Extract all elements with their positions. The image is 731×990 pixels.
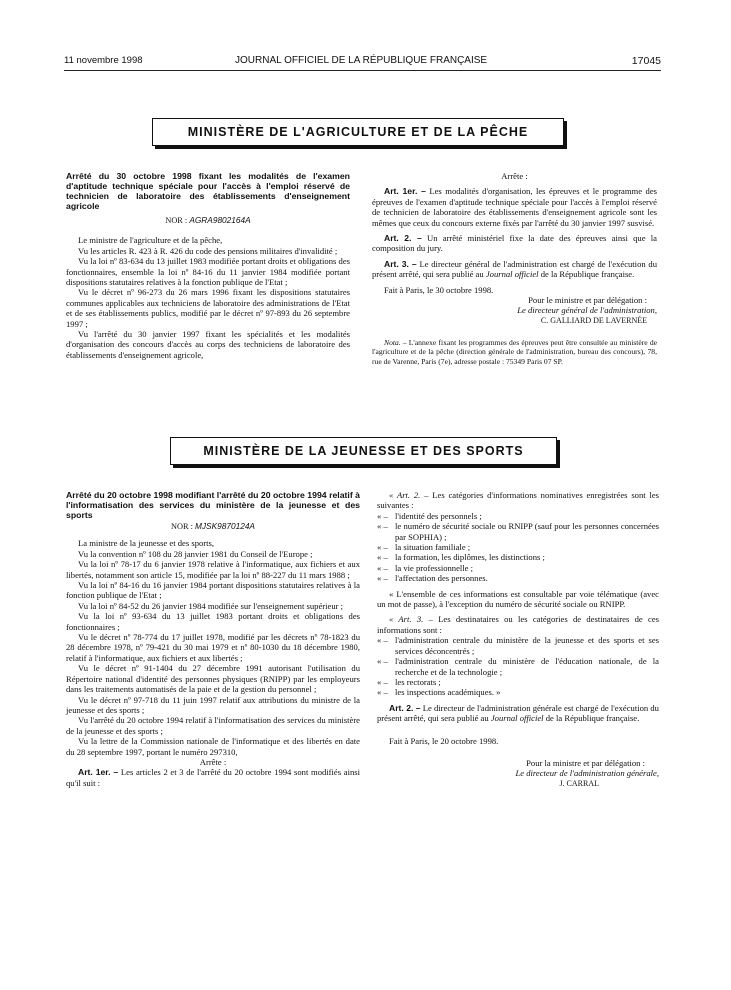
section1-left-column (66, 171, 350, 360)
visa-paragraph: Vu la lettre de la Commission nationale de l'informatique et des libertés en date du 28 septembre 1997, portant le numéro 297310, (66, 736, 360, 757)
journal-title: JOURNAL OFFICIEL DE LA RÉPUBLIQUE FRANÇAISE (235, 55, 488, 66)
article-2 (377, 703, 659, 724)
article-1 (372, 186, 657, 228)
article-label: Art. 2. – (384, 233, 422, 244)
list-item (377, 563, 659, 573)
article-text: Le directeur de l'administration générale est chargé de l'exécution du présent arrêté, qui sera publié au (377, 702, 659, 724)
list-marker: « – (377, 635, 388, 646)
page-number: 17045 (631, 55, 661, 67)
list-item-text: l'administration centrale du ministère de l'éducation nationale, de la recherche et de la technologie ; (395, 656, 659, 677)
article-text-end: de la République française. (545, 713, 640, 724)
visa-paragraph: La ministre de la jeunesse et des sports, (78, 538, 215, 549)
list-item (377, 687, 659, 697)
visa-paragraph: Vu la loi nº 84-16 du 16 janvier 1984 portant dispositions statutaires relatives à la fonction publique de l'Etat ; (66, 580, 360, 601)
page-date: 11 novembre 1998 (64, 55, 143, 66)
section1-right-column (372, 171, 657, 366)
nor-reference (66, 215, 350, 226)
list-item-text: la vie professionnelle ; (395, 562, 474, 573)
list-marker: « – (377, 573, 388, 584)
list-item (377, 573, 659, 583)
visa-paragraph: Vu la loi nº 84-52 du 26 janvier 1984 modifiée sur l'enseignement supérieur ; (78, 600, 344, 611)
list-item-text: l'identité des personnels ; (395, 510, 482, 521)
visas (66, 538, 360, 757)
article-2 (372, 233, 657, 254)
signatory-title: Le directeur de l'administration générale, (515, 768, 659, 779)
section2-right-column (377, 490, 659, 789)
list-item-text: la formation, les diplômes, les distinctions ; (395, 552, 545, 563)
visa-paragraph: Vu le décret nº 91-1404 du 27 décembre 1991 autorisant l'utilisation du Répertoire national d'identité des personnes physiques (RNIPP) par les employeurs dans les traitements automatisés de la paie et de la gestion du personnel ; (66, 663, 360, 695)
signatory-name: J. CARRAL (559, 778, 599, 788)
list-item (377, 677, 659, 687)
article-text: Les catégories d'informations nominatives enregistrées sont les suivantes : (377, 490, 659, 511)
article-text: Un arrêté ministériel fixe la date des épreuves ainsi que la composition du jury. (372, 233, 657, 254)
information-categories-list (377, 511, 659, 584)
fait-a-paris: Fait à Paris, le 30 octobre 1998. (384, 284, 494, 295)
list-marker: « – (377, 542, 388, 553)
article-3 (372, 259, 657, 280)
journal-officiel: Journal officiel (490, 713, 544, 724)
nota-text: L'annexe fixant les programmes des épreuves peut être consultée au ministère de l'agriculture et de la pêche (direction générale de l'administration, bureau des concours), 78, rue de Varenne, Paris (7e), adresse postale : 75349 Paris 07 SP. (372, 338, 657, 366)
visa-paragraph: Vu la loi nº 93-634 du 13 juillet 1983 portant droits et obligations des fonctionnaires ; (66, 611, 360, 632)
article-label: Art. 2. – (389, 702, 421, 713)
list-item-text: la situation familiale ; (395, 542, 471, 553)
list-marker: « – (377, 562, 388, 573)
list-item (377, 521, 659, 542)
nor-code: AGRA9802164A (189, 215, 251, 225)
fait-a-paris: Fait à Paris, le 20 octobre 1998. (389, 735, 499, 746)
article-text: Le directeur général de l'administration est chargé de l'exécution du présent arrêté, qui sera publié au (372, 258, 657, 280)
ministry-banner-jeunesse-sports: MINISTÈRE DE LA JEUNESSE ET DES SPORTS (170, 437, 557, 465)
article-text: Les modalités d'organisation, les épreuves et le programme des épreuves de l'examen d'aptitude technique spéciale pour l'accès à l'emploi réservé de technicien de laboratoire des établissements d'enseignement agricole sont les mêmes que ceux du concours externe fixés par l'arrêté du 30 janvier 1997 susvisé. (372, 186, 657, 228)
visa-paragraph: Vu la convention nº 108 du 28 janvier 1981 du Conseil de l'Europe ; (78, 548, 313, 559)
visa-paragraph: Vu les articles R. 423 à R. 426 du code des pensions militaires d'invalidité ; (78, 245, 338, 256)
article-3-quoted (377, 614, 659, 635)
signature-line-2 (377, 768, 659, 778)
list-item-text: l'affectation des personnes. (395, 573, 488, 584)
arrete-heading: Arrête : (199, 756, 227, 767)
decree-title: Arrêté du 20 octobre 1998 modifiant l'arrêté du 20 octobre 1994 relatif à l'informatisation des services du ministère de la jeunesse et des sports (66, 490, 360, 520)
signature-line-1: Pour le ministre et par délégation : (528, 295, 647, 306)
visa-paragraph: Vu l'arrêté du 30 janvier 1997 fixant les spécialités et les modalités d'organisation des concours d'accès au corps des techniciens de laboratoire des établissements d'enseignement agricole, (66, 329, 350, 360)
nor-label: NOR : (165, 216, 188, 225)
visa-paragraph: Vu le décret nº 97-718 du 11 juin 1997 relatif aux attributions du ministre de la jeunesse et des sports ; (66, 694, 360, 715)
list-marker: « – (377, 656, 388, 667)
list-item (377, 511, 659, 521)
list-marker: « – (377, 521, 388, 532)
list-marker: « – (377, 510, 388, 521)
visa-paragraph: Le ministre de l'agriculture et de la pêche, (78, 235, 223, 246)
article-1 (66, 767, 360, 788)
ministry-banner-agriculture: MINISTÈRE DE L'AGRICULTURE ET DE LA PÊCHE (152, 118, 564, 146)
visa-paragraph: Vu le décret nº 96-273 du 26 mars 1996 fixant les dispositions statutaires communes applicables aux techniciens de laboratoire des administrations de l'Etat et de ses établissements publics, modifié par le décret nº 97-893 du 26 septembre 1997 ; (66, 287, 350, 329)
list-item (377, 635, 659, 656)
signatory-title: Le directeur général de l'administration, (517, 305, 657, 316)
visa-paragraph: Vu l'arrêté du 20 octobre 1994 relatif à l'informatisation des services du ministère de la jeunesse et des sports ; (66, 715, 360, 736)
list-item-text: les inspections académiques. » (395, 687, 501, 698)
journal-officiel: Journal officiel (485, 269, 539, 280)
recipients-list (377, 635, 659, 697)
article-2-quoted (377, 490, 659, 511)
arrete-heading: Arrête : (501, 171, 528, 181)
visa-paragraph: Vu la loi nº 78-17 du 6 janvier 1978 relative à l'informatique, aux fichiers et aux libertés, notamment son article 15, modifiée par la loi nº 88-227 du 11 mars 1988 ; (66, 559, 360, 580)
section2-left-column (66, 490, 360, 788)
list-marker: « – (377, 687, 388, 698)
nor-code: MJSK9870124A (195, 521, 255, 531)
nota-label: Nota. – (384, 338, 407, 348)
list-item (377, 542, 659, 552)
list-item-text: le numéro de sécurité sociale ou RNIPP (sauf pour les personnes concernées par SOPHIA) ; (395, 521, 659, 542)
list-marker: « – (377, 676, 388, 687)
article-label: Art. 1er. – (384, 186, 426, 197)
article-text-end: de la République française. (540, 269, 635, 280)
article-label: Art. 1er. – (78, 767, 119, 778)
consultation-paragraph: « L'ensemble de ces informations est consultable par voie télématique (avec un mot de passe), à l'exception du numéro de sécurité sociale ou RNIPP. (377, 588, 659, 610)
signature-line-1: Pour la ministre et par délégation : (526, 757, 645, 768)
visas (66, 235, 350, 360)
article-text: Les destinataires ou les catégories de destinataires de ces informations sont : (377, 614, 659, 635)
decree-title: Arrêté du 30 octobre 1998 fixant les modalités de l'examen d'aptitude technique spéciale pour l'accès à l'emploi réservé de technicien de laboratoire des établissements d'enseignement agricole (66, 171, 350, 211)
nor-label: NOR : (171, 522, 193, 531)
nor-reference (66, 521, 360, 532)
nota (372, 338, 657, 366)
visa-paragraph: Vu le décret nº 78-774 du 17 juillet 1978, modifié par les décrets nº 78-1823 du 28 décembre 1978, nº 79-421 du 30 mai 1979 et nº 80-1030 du 18 décembre 1980, relatif à l'informatique, aux fichiers et aux libertés ; (66, 632, 360, 663)
article-label: « Art. 3. – (389, 614, 433, 625)
header-rule (64, 70, 661, 71)
list-item (377, 552, 659, 562)
signatory-name: C. GALLIARD DE LAVERNÉE (540, 315, 647, 325)
article-label: Art. 3. – (384, 258, 417, 269)
list-item-text: les rectorats ; (395, 676, 441, 687)
article-label: « Art. 2. – (389, 490, 429, 500)
signature-line-2 (372, 305, 657, 315)
list-marker: « – (377, 552, 388, 563)
list-item (377, 656, 659, 677)
visa-paragraph: Vu la loi nº 83-634 du 13 juillet 1983 modifiée portant droits et obligations des fonctionnaires, ensemble la loi nº 84-16 du 11 janvier 1984 modifiée portant dispositions statutaires relatives à la fonction publique de l'Etat ; (66, 256, 350, 288)
article-text: Les articles 2 et 3 de l'arrêté du 20 octobre 1994 sont modifiés ainsi qu'il suit : (66, 767, 360, 788)
list-item-text: l'administration centrale du ministère de la jeunesse et des sports et ses services déconcentrés ; (395, 635, 659, 656)
